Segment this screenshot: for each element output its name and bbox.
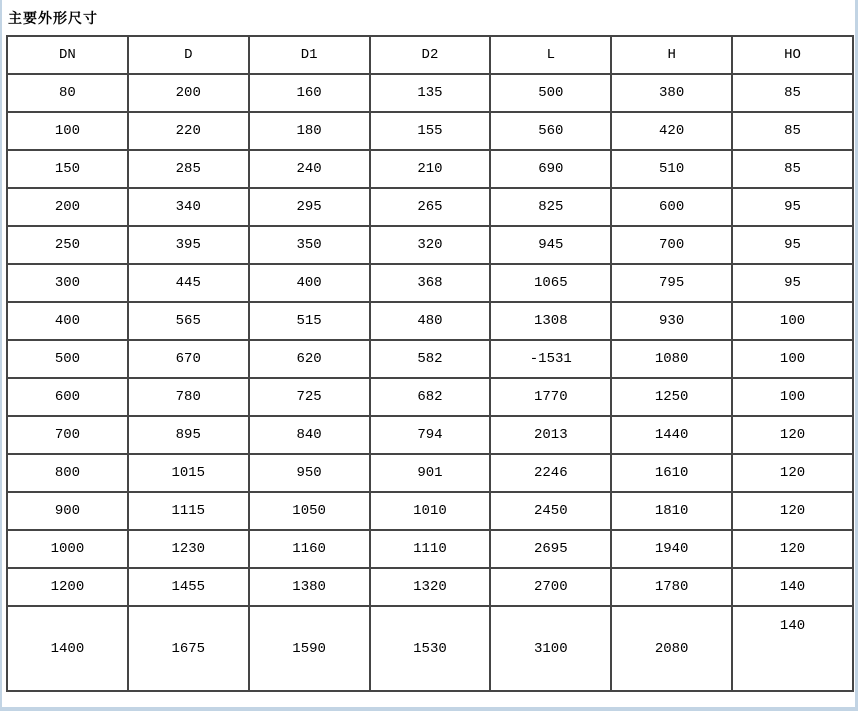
table-cell: 100 (7, 112, 128, 150)
table-cell: 210 (370, 150, 491, 188)
table-row (7, 492, 853, 530)
table-cell: 120 (732, 416, 853, 454)
table-row (7, 226, 853, 264)
column-header: DN (7, 36, 128, 74)
table-row (7, 568, 853, 606)
table-cell: 95 (732, 264, 853, 302)
table-cell: 930 (611, 302, 732, 340)
column-header: HO (732, 36, 853, 74)
table-cell: 140 (732, 568, 853, 606)
table-cell: 700 (611, 226, 732, 264)
column-header: D1 (249, 36, 370, 74)
table-cell: 160 (249, 74, 370, 112)
table-cell: 582 (370, 340, 491, 378)
table-cell: 135 (370, 74, 491, 112)
table-cell: 368 (370, 264, 491, 302)
table-cell: 95 (732, 188, 853, 226)
table-cell: 600 (611, 188, 732, 226)
table-cell: 150 (7, 150, 128, 188)
table-cell: 600 (7, 378, 128, 416)
table-cell: 1590 (249, 606, 370, 691)
column-header: D (128, 36, 249, 74)
table-row (7, 264, 853, 302)
table-cell: 100 (732, 378, 853, 416)
table-cell: 1110 (370, 530, 491, 568)
table-row (7, 302, 853, 340)
table-cell: 420 (611, 112, 732, 150)
table-cell: 1308 (490, 302, 611, 340)
table-cell: 155 (370, 112, 491, 150)
table-cell: 2700 (490, 568, 611, 606)
page-title: 主要外形尺寸 (8, 11, 98, 27)
table-cell: 250 (7, 226, 128, 264)
table-cell: 1940 (611, 530, 732, 568)
table-cell: 1160 (249, 530, 370, 568)
table-cell: 725 (249, 378, 370, 416)
table-row (7, 340, 853, 378)
table-cell: 2450 (490, 492, 611, 530)
table-cell: 840 (249, 416, 370, 454)
table-cell: 565 (128, 302, 249, 340)
table-cell: 1320 (370, 568, 491, 606)
table-cell: 200 (7, 188, 128, 226)
table-cell: 1065 (490, 264, 611, 302)
table-cell: 350 (249, 226, 370, 264)
table-cell: 795 (611, 264, 732, 302)
table-cell: 200 (128, 74, 249, 112)
table-cell: 1530 (370, 606, 491, 691)
table-cell: 400 (249, 264, 370, 302)
table-cell: 1080 (611, 340, 732, 378)
table-cell: 265 (370, 188, 491, 226)
table-cell: 285 (128, 150, 249, 188)
table-cell: 320 (370, 226, 491, 264)
table-row (7, 454, 853, 492)
table-cell: 120 (732, 454, 853, 492)
table-cell: 400 (7, 302, 128, 340)
table-cell: 900 (7, 492, 128, 530)
table-cell: 1770 (490, 378, 611, 416)
table-cell: 2013 (490, 416, 611, 454)
table-cell: 2080 (611, 606, 732, 691)
table-cell: 295 (249, 188, 370, 226)
table-cell: 1015 (128, 454, 249, 492)
table-cell: 1400 (7, 606, 128, 691)
table-cell: 85 (732, 74, 853, 112)
table-cell: 510 (611, 150, 732, 188)
table-cell: 895 (128, 416, 249, 454)
table-cell: 500 (490, 74, 611, 112)
table-cell: 380 (611, 74, 732, 112)
table-cell: 2246 (490, 454, 611, 492)
header-row (7, 36, 853, 74)
column-header: H (611, 36, 732, 74)
table-cell: 1440 (611, 416, 732, 454)
table-cell: 85 (732, 150, 853, 188)
table-cell: 1050 (249, 492, 370, 530)
table-cell: 220 (128, 112, 249, 150)
table-cell: 445 (128, 264, 249, 302)
table-cell: 85 (732, 112, 853, 150)
table-cell: 1000 (7, 530, 128, 568)
table-cell: 95 (732, 226, 853, 264)
table-cell: 180 (249, 112, 370, 150)
table-cell: 1455 (128, 568, 249, 606)
table-row (7, 530, 853, 568)
table-cell: 1200 (7, 568, 128, 606)
table-cell: 120 (732, 530, 853, 568)
table-cell: 1380 (249, 568, 370, 606)
table-cell: 300 (7, 264, 128, 302)
table-cell: 340 (128, 188, 249, 226)
table-cell: 700 (7, 416, 128, 454)
table-body (7, 74, 853, 691)
table-row (7, 606, 853, 691)
table-cell: 950 (249, 454, 370, 492)
table-cell: -1531 (490, 340, 611, 378)
table-cell: 2695 (490, 530, 611, 568)
column-header: D2 (370, 36, 491, 74)
table-cell: 500 (7, 340, 128, 378)
table-row (7, 112, 853, 150)
table-cell: 480 (370, 302, 491, 340)
table-cell: 560 (490, 112, 611, 150)
table-cell: 100 (732, 302, 853, 340)
table-cell: 1780 (611, 568, 732, 606)
dimensions-table (6, 35, 854, 692)
table-cell: 1675 (128, 606, 249, 691)
table-cell: 515 (249, 302, 370, 340)
table-row (7, 416, 853, 454)
table-cell: 794 (370, 416, 491, 454)
table-cell: 670 (128, 340, 249, 378)
table-row (7, 378, 853, 416)
table-cell: 825 (490, 188, 611, 226)
table-cell: 620 (249, 340, 370, 378)
table-cell: 1610 (611, 454, 732, 492)
table-cell: 1115 (128, 492, 249, 530)
table-cell: 1230 (128, 530, 249, 568)
table-cell: 395 (128, 226, 249, 264)
table-cell: 682 (370, 378, 491, 416)
table-cell: 901 (370, 454, 491, 492)
table-cell: 3100 (490, 606, 611, 691)
table-row (7, 150, 853, 188)
table-cell: 100 (732, 340, 853, 378)
table-cell: 945 (490, 226, 611, 264)
table-cell: 800 (7, 454, 128, 492)
table-cell: 80 (7, 74, 128, 112)
table-cell: 1810 (611, 492, 732, 530)
table-header (7, 36, 853, 74)
table-cell: 240 (249, 150, 370, 188)
table-row (7, 74, 853, 112)
column-header: L (490, 36, 611, 74)
table-cell: 690 (490, 150, 611, 188)
table-cell: 780 (128, 378, 249, 416)
table-cell: 1250 (611, 378, 732, 416)
table-row (7, 188, 853, 226)
table-cell: 140 (732, 606, 853, 691)
table-cell: 1010 (370, 492, 491, 530)
table-cell: 120 (732, 492, 853, 530)
